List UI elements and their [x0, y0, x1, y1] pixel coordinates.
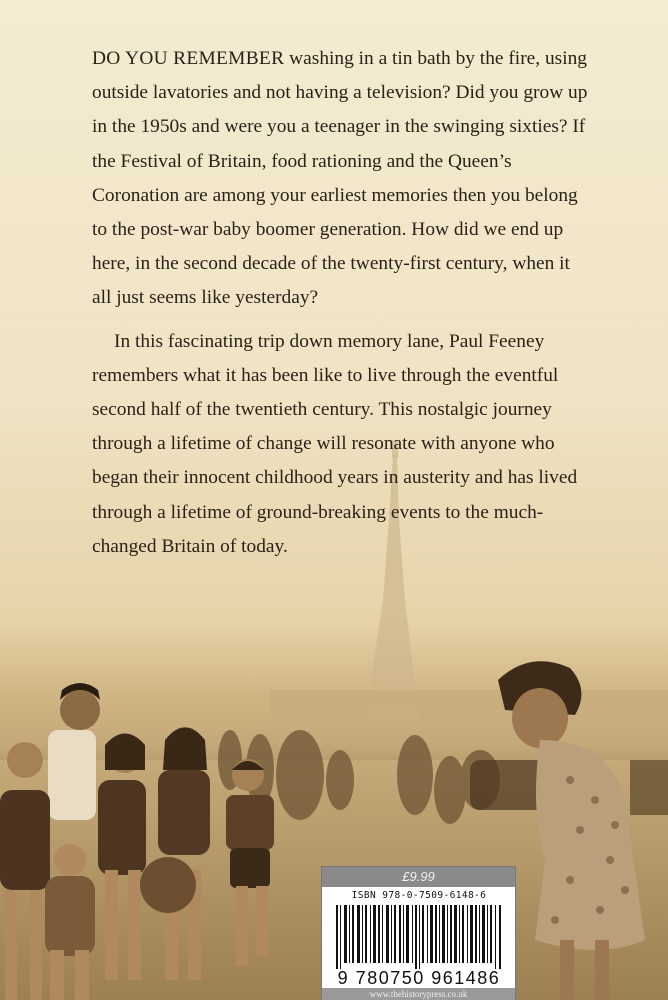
barcode-panel	[321, 866, 516, 1000]
isbn-text: ISBN 978-0-7509-6148-6	[351, 890, 487, 901]
blurb-p1-rest: washing in a tin bath by the fire, using outside lavatories and not having a television? Did you grow up in the 1950s and were you a teenager in the swinging sixties? If the Festival of Britain, food rationing and the Queen’s Coronation are among your earliest memories then you belong to the post-war baby boomer generation. How did we end up here, in the second decade of the twenty-first century, when it all just seems like yesterday?	[92, 48, 588, 309]
barcode-digits: 9 780750 961486	[337, 968, 501, 988]
man-figure	[48, 683, 100, 820]
blurb-paragraph-2: In this fascinating trip down memory lane, Paul Feeney remembers what it has been like to live through the eventful second half of the twentieth century. This nostalgic journey through a lifetime of change will resonate with anyone who began their innocent childhood years in austerity and has lived through a lifetime of ground-breaking events to the much-changed Britain of today.	[92, 330, 578, 557]
girl-left	[0, 742, 50, 1000]
publisher-url: www.thehistorypress.co.uk	[322, 988, 515, 1000]
barcode-bars	[336, 905, 502, 969]
woman-figure	[498, 661, 645, 1000]
blurb-lead: DO YOU REMEMBER	[92, 48, 285, 69]
price-label: £9.99	[322, 867, 515, 887]
blurb-text	[92, 42, 592, 573]
blurb-paragraph-1	[92, 42, 592, 316]
